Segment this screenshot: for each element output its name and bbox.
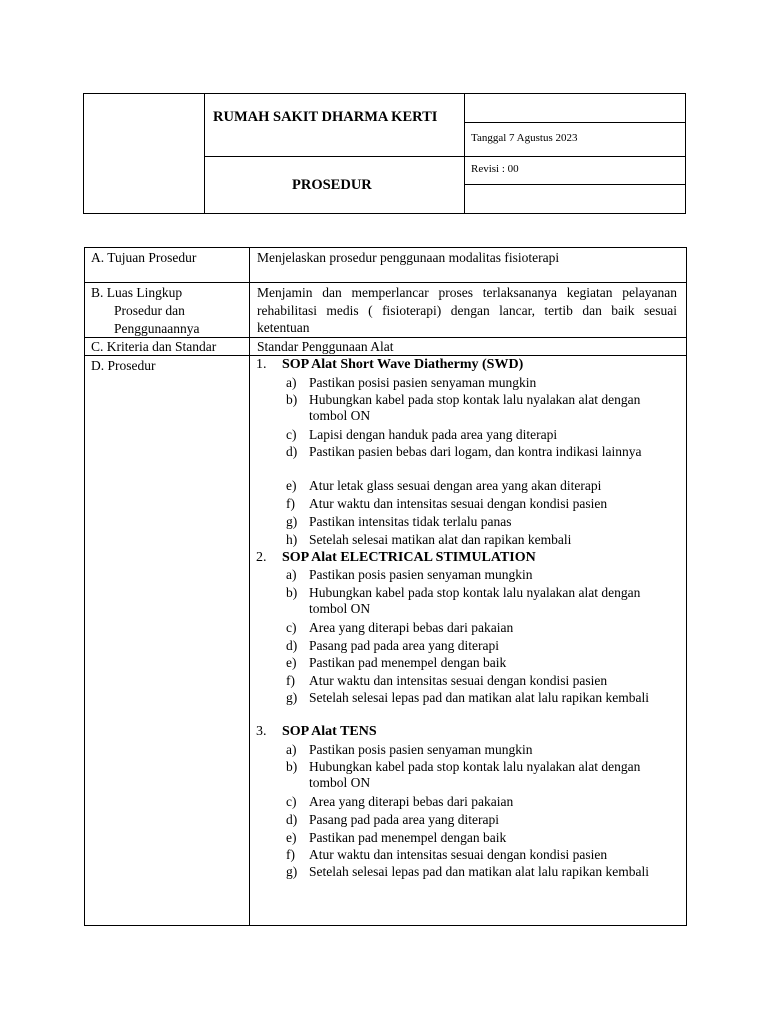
header-divider-info — [464, 93, 465, 214]
luas-value: Menjamin dan memperlancar proses terlaksananya kegiatan pelayanan rehabilitasi medis ( fisioterapi) dengan lancar, tertib dan baik sesuai ketentuan — [257, 285, 677, 335]
item-label: c) — [286, 427, 297, 442]
luas-label-line2: Prosedur dan — [114, 303, 185, 318]
header-divider-logo — [204, 93, 205, 214]
item-label: a) — [286, 742, 297, 757]
s2-item-a — [286, 567, 681, 583]
item-text: Pastikan posis pasien senyaman mungkin — [309, 567, 533, 582]
item-label: e) — [286, 478, 297, 493]
item-text: Atur waktu dan intensitas sesuai dengan kondisi pasien — [309, 847, 608, 862]
luas-label-line3: Penggunaannya — [114, 321, 200, 336]
item-text: Pastikan pasien bebas dari logam, dan kontra indikasi lainnya — [309, 444, 642, 459]
hospital-name: RUMAH SAKIT DHARMA KERTI — [213, 109, 438, 125]
item-text: Atur waktu dan intensitas sesuai dengan kondisi pasien — [309, 496, 608, 511]
header-divider-right-1 — [464, 122, 686, 123]
item-label: a) — [286, 567, 297, 582]
s1-item-a — [286, 375, 681, 391]
item-text: Setelah selesai matikan alat dan rapikan kembali — [309, 532, 572, 547]
item-label: h) — [286, 532, 298, 547]
section-3-number: 3. — [256, 724, 267, 739]
item-text: Hubungkan kabel pada stop kontak lalu nyalakan alat dengan tombol ON — [309, 585, 641, 616]
section-2-title-text: SOP Alat ELECTRICAL STIMULATION — [282, 550, 536, 565]
item-text: Setelah selesai lepas pad dan matikan alat lalu rapikan kembali — [309, 690, 649, 705]
item-label: b) — [286, 585, 298, 600]
section-2-title — [256, 549, 536, 566]
item-text: Atur waktu dan intensitas sesuai dengan kondisi pasien — [309, 673, 608, 688]
section-3-title — [256, 723, 377, 740]
s2-item-b — [286, 585, 681, 617]
s2-item-f — [286, 673, 681, 689]
tujuan-label: A. Tujuan Prosedur — [91, 250, 197, 265]
item-text: Atur letak glass sesuai dengan area yang akan diterapi — [309, 478, 602, 493]
item-label: f) — [286, 496, 295, 511]
row-divider-1 — [84, 282, 687, 283]
item-label: f) — [286, 847, 295, 862]
item-label: d) — [286, 812, 298, 827]
document-type: PROSEDUR — [292, 177, 372, 193]
document-date: Tanggal 7 Agustus 2023 — [471, 132, 578, 144]
document-revision: Revisi : 00 — [471, 163, 519, 175]
tujuan-value: Menjelaskan prosedur penggunaan modalitas fisioterapi — [257, 250, 560, 265]
item-text: Area yang diterapi bebas dari pakaian — [309, 620, 514, 635]
item-text: Pastikan posis pasien senyaman mungkin — [309, 742, 533, 757]
s1-item-b — [286, 392, 681, 424]
item-label: g) — [286, 514, 298, 529]
item-text: Setelah selesai lepas pad dan matikan alat lalu rapikan kembali — [309, 864, 649, 879]
s3-item-c — [286, 794, 681, 810]
s3-item-b — [286, 759, 681, 791]
s2-item-c — [286, 620, 681, 636]
item-text: Pastikan pad menempel dengan baik — [309, 655, 507, 670]
section-2-number: 2. — [256, 550, 267, 565]
s3-item-d — [286, 812, 681, 828]
item-text: Pasang pad pada area yang diterapi — [309, 812, 500, 827]
item-label: g) — [286, 864, 298, 879]
luas-label-line1: B. Luas Lingkup — [91, 285, 183, 300]
s2-item-g — [286, 690, 649, 706]
item-text: Pastikan pad menempel dengan baik — [309, 830, 507, 845]
item-label: b) — [286, 759, 298, 774]
header-divider-right-2 — [464, 184, 686, 185]
section-3-title-text: SOP Alat TENS — [282, 724, 377, 739]
item-label: e) — [286, 655, 297, 670]
item-text: Area yang diterapi bebas dari pakaian — [309, 794, 514, 809]
s2-item-d — [286, 638, 681, 654]
item-label: b) — [286, 392, 298, 407]
item-text: Lapisi dengan handuk pada area yang diterapi — [309, 427, 558, 442]
s2-item-e — [286, 655, 681, 671]
section-1-title-text: SOP Alat Short Wave Diathermy (SWD) — [282, 357, 524, 372]
header-divider-middle — [204, 156, 686, 157]
item-text: Hubungkan kabel pada stop kontak lalu nyalakan alat dengan tombol ON — [309, 392, 641, 423]
item-label: g) — [286, 690, 298, 705]
s1-item-c — [286, 427, 681, 443]
s1-item-d — [286, 444, 649, 460]
s1-item-g — [286, 514, 681, 530]
kriteria-label: C. Kriteria dan Standar — [91, 339, 217, 354]
item-label: d) — [286, 638, 298, 653]
s3-item-g — [286, 864, 649, 880]
s1-item-e — [286, 478, 681, 494]
s1-item-h — [286, 532, 681, 548]
section-1-number: 1. — [256, 357, 267, 372]
item-text: Pastikan posisi pasien senyaman mungkin — [309, 375, 537, 390]
s3-item-f — [286, 847, 681, 863]
item-text: Pastikan intensitas tidak terlalu panas — [309, 514, 512, 529]
s3-item-e — [286, 830, 681, 846]
prosedur-label: D. Prosedur — [91, 358, 156, 373]
item-text: Pasang pad pada area yang diterapi — [309, 638, 500, 653]
item-label: d) — [286, 444, 298, 459]
section-1-title — [256, 356, 524, 373]
item-label: a) — [286, 375, 297, 390]
item-label: c) — [286, 620, 297, 635]
item-label: c) — [286, 794, 297, 809]
kriteria-value: Standar Penggunaan Alat — [257, 339, 394, 354]
s3-item-a — [286, 742, 681, 758]
item-label: f) — [286, 673, 295, 688]
item-label: e) — [286, 830, 297, 845]
s1-item-f — [286, 496, 681, 512]
content-column-divider — [249, 247, 250, 926]
item-text: Hubungkan kabel pada stop kontak lalu nyalakan alat dengan tombol ON — [309, 759, 641, 790]
